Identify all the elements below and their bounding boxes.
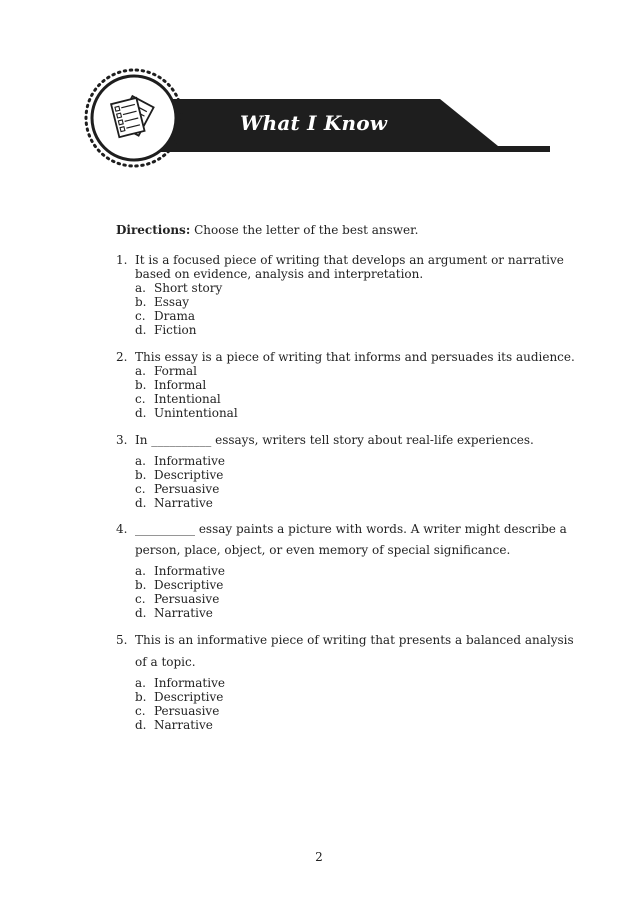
option-text: Narrative <box>154 496 213 510</box>
option-text: Descriptive <box>154 578 224 592</box>
option-text: Narrative <box>154 606 213 620</box>
option-text: Persuasive <box>154 592 220 606</box>
directions-label: Directions: <box>116 223 191 237</box>
banner-graphic <box>0 0 638 200</box>
directions <box>116 223 418 237</box>
option-letter: d. <box>135 718 147 732</box>
option-letter: c. <box>135 704 146 718</box>
option-text: Intentional <box>154 392 221 406</box>
page-number: 2 <box>315 850 323 864</box>
option-letter: c. <box>135 309 146 323</box>
option-letter: b. <box>135 378 147 392</box>
option-text: Essay <box>154 295 190 309</box>
option-text: Persuasive <box>154 704 220 718</box>
directions-text: Choose the letter of the best answer. <box>194 223 419 237</box>
option-text: Informative <box>154 564 225 578</box>
what-i-know-banner <box>0 0 638 200</box>
option-letter: a. <box>135 454 146 468</box>
option-text: Descriptive <box>154 468 224 482</box>
option-text: Fiction <box>154 323 197 337</box>
option-letter: b. <box>135 295 147 309</box>
option-letter: b. <box>135 468 147 482</box>
document-checklist-icon <box>108 94 162 144</box>
banner-title: What I Know <box>240 111 388 135</box>
option-text: Narrative <box>154 718 213 732</box>
question-number: 1. <box>116 253 128 267</box>
option-letter: d. <box>135 323 147 337</box>
question-text-line: __________ essay paints a picture with words. A writer might describe a <box>135 522 567 536</box>
question-text-line: of a topic. <box>135 655 196 669</box>
option-letter: d. <box>135 606 147 620</box>
option-letter: a. <box>135 676 146 690</box>
question-number: 2. <box>116 350 128 364</box>
question-text-line: It is a focused piece of writing that develops an argument or narrative <box>135 253 564 267</box>
question-text-line: In __________ essays, writers tell story about real-life experiences. <box>135 433 534 447</box>
question-text-line: based on evidence, analysis and interpretation. <box>135 267 424 281</box>
question-text-line: This essay is a piece of writing that informs and persuades its audience. <box>135 350 575 364</box>
option-letter: b. <box>135 578 147 592</box>
option-text: Informative <box>154 676 225 690</box>
option-text: Unintentional <box>154 406 238 420</box>
question-text-line: This is an informative piece of writing that presents a balanced analysis <box>135 633 574 647</box>
question-number: 5. <box>116 633 128 647</box>
option-letter: c. <box>135 392 146 406</box>
option-text: Informal <box>154 378 207 392</box>
question-number: 3. <box>116 433 128 447</box>
question-text-line: person, place, object, or even memory of special significance. <box>135 543 511 557</box>
option-text: Persuasive <box>154 482 220 496</box>
option-letter: a. <box>135 364 146 378</box>
option-letter: a. <box>135 564 146 578</box>
option-text: Drama <box>154 309 196 323</box>
option-text: Informative <box>154 454 225 468</box>
option-letter: b. <box>135 690 147 704</box>
option-text: Descriptive <box>154 690 224 704</box>
option-letter: c. <box>135 482 146 496</box>
question-number: 4. <box>116 522 128 536</box>
option-text: Formal <box>154 364 198 378</box>
option-letter: c. <box>135 592 146 606</box>
option-letter: d. <box>135 406 147 420</box>
option-letter: a. <box>135 281 146 295</box>
option-letter: d. <box>135 496 147 510</box>
option-text: Short story <box>154 281 223 295</box>
